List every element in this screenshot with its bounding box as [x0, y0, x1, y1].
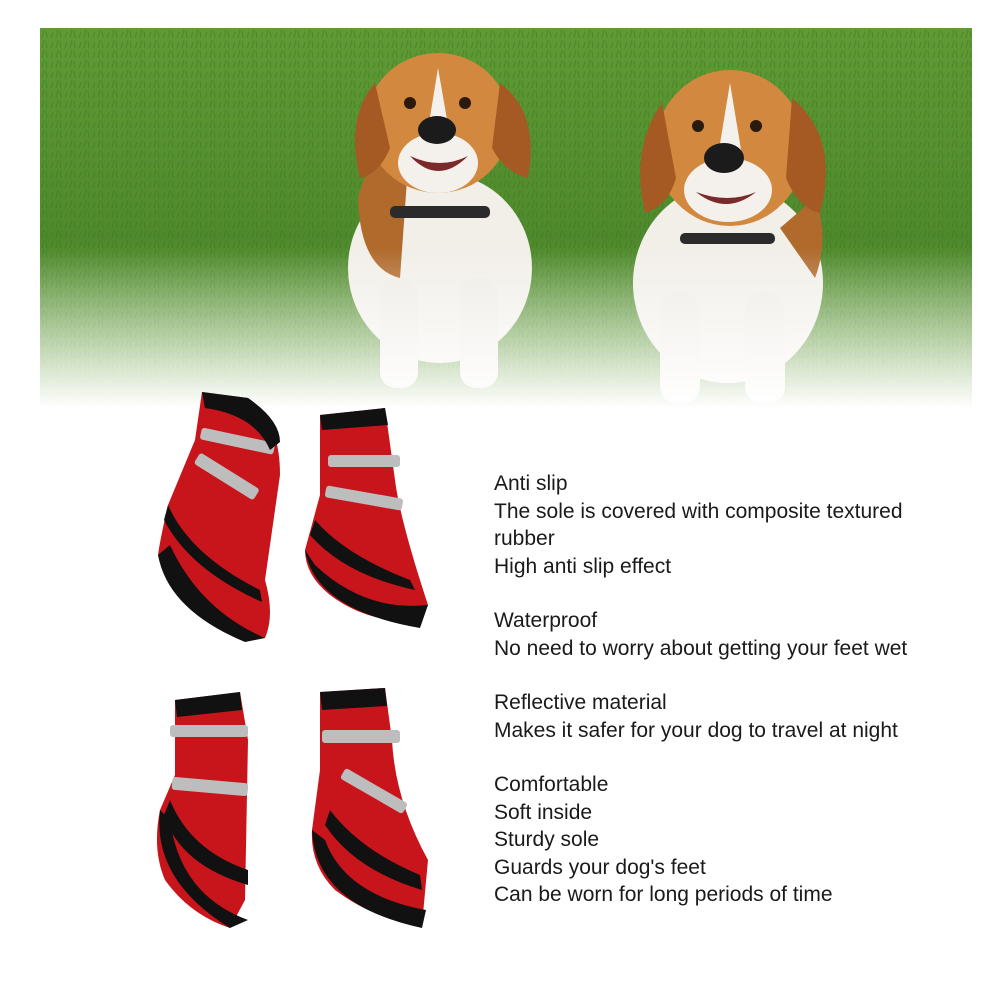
feature-title: Comfortable [494, 773, 609, 796]
feature-line: Can be worn for long periods of time [494, 883, 833, 906]
boot-top-left [158, 392, 280, 642]
boot-bottom-left [157, 692, 248, 928]
boot-top-right [305, 408, 428, 628]
feature-title: Reflective material [494, 691, 667, 714]
feature-title: Waterproof [494, 609, 598, 632]
hero-photo-beagles-on-grass [40, 28, 972, 408]
feature-line: High anti slip effect [494, 554, 672, 578]
product-photo-red-dog-boots [130, 380, 460, 940]
feature-line: No need to worry about getting your feet wet [494, 636, 908, 660]
feature-reflective-material [494, 689, 964, 744]
feature-line: rubber [494, 527, 555, 550]
feature-line: Soft inside [494, 800, 593, 824]
feature-waterproof [494, 607, 964, 662]
feature-list [494, 470, 964, 936]
boot-bottom-right [312, 688, 428, 928]
feature-anti-slip [494, 470, 964, 580]
feature-title: Anti slip [494, 472, 568, 495]
feature-line: The sole is covered with composite textured [494, 499, 903, 523]
feature-line: Sturdy sole [494, 828, 600, 851]
feature-line: Guards your dog's feet [494, 855, 706, 879]
feature-comfortable [494, 771, 964, 909]
feature-line: Makes it safer for your dog to travel at night [494, 718, 898, 742]
